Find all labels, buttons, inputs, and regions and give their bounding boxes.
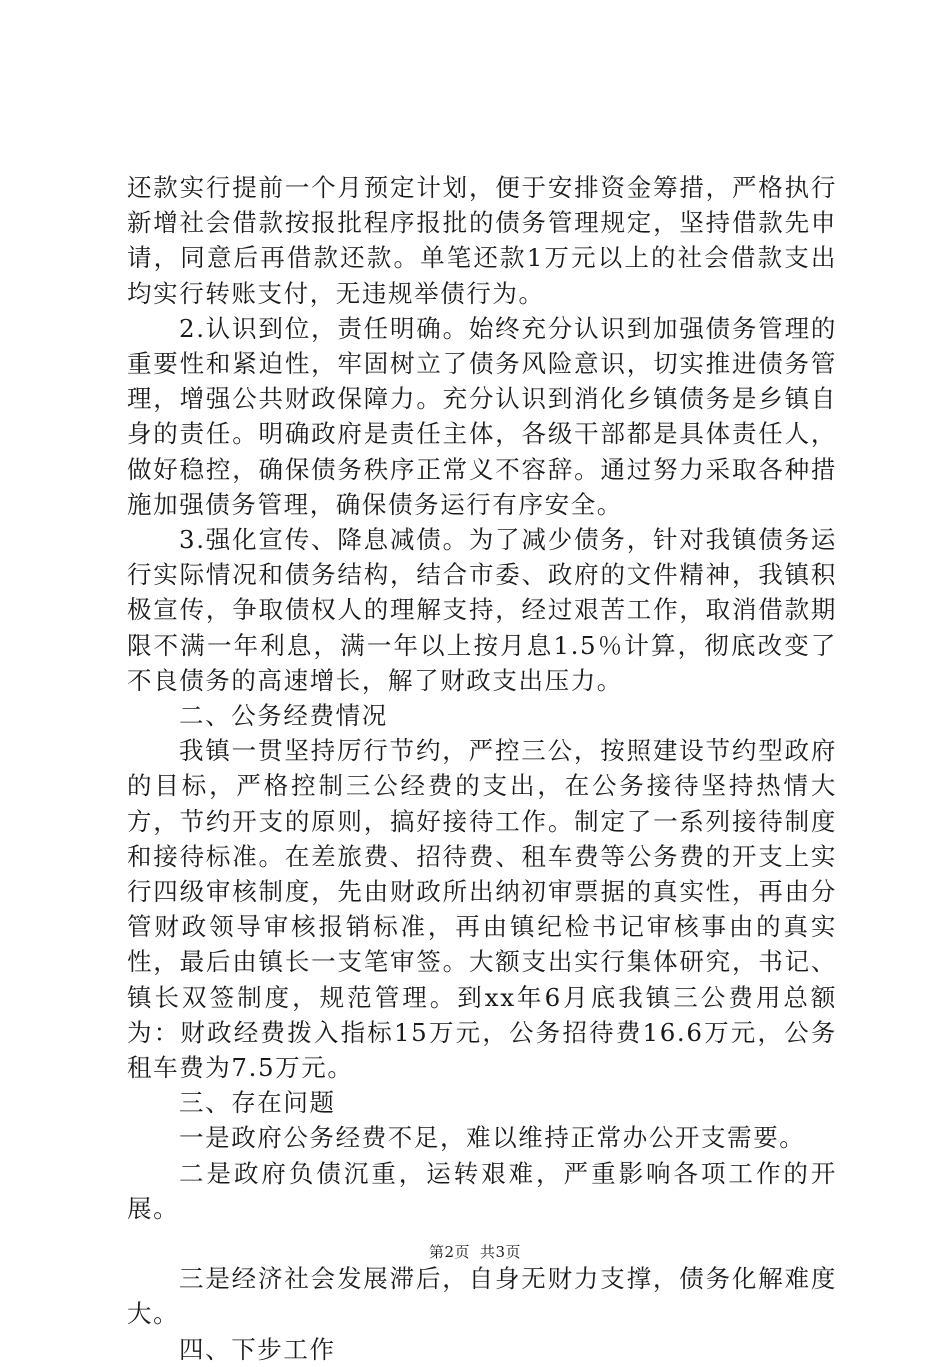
paragraph-debt-reduction: 3.强化宣传、降息减债。为了减少债务，针对我镇债务运行实际情况和债务结构，结合市委、政府的文件精神，我镇积极宣传，争取债权人的理解支持，经过艰苦工作，取消借款期限不满一年利息，满一年以上按月息1.5％计算，彻底改变了不良债务的高速增长，解了财政支出压力。 <box>127 525 837 695</box>
paragraph-public-funds: 我镇一贯坚持厉行节约，严控三公，按照建设节约型政府的目标，严格控制三公经费的支出，在公务接待坚持热情大方，节约开支的原则，搞好接待工作。制定了一系列接待制度和接待标准。在差旅费、招待费、租车费等公务费的开支上实行四级审核制度，先由财政所出纳初审票据的真实性，再由分管财政领导审核报销标准，再由镇纪检书记审核事由的真实性，最后由镇长一支笔审签。大额支出实行集体研究，书记、镇长双签制度，规范管理。到xx年6月底我镇三公费用总额为：财政经费拨入指标15万元，公务招待费16.6万元，公务租车费为7.5万元。 <box>127 736 837 1083</box>
page-total: 共3页 <box>480 1243 522 1261</box>
document-body <box>127 170 837 1367</box>
paragraph-problem-three: 三是经济社会发展滞后，自身无财力支撑，债务化解难度大。 <box>127 1264 837 1329</box>
page-number: 第2页 <box>428 1243 470 1261</box>
page-footer <box>0 1241 950 1262</box>
paragraph-problem-two: 二是政府负债沉重，运转艰难，严重影响各项工作的开展。 <box>127 1158 837 1223</box>
paragraph-responsibility: 2.认识到位，责任明确。始终充分认识到加强债务管理的重要性和紧迫性，牢固树立了债务风险意识，切实推进债务管理，增强公共财政保障力。充分认识到消化乡镇债务是乡镇自身的责任。明确政府是责任主体，各级干部都是具体责任人，做好稳控，确保债务秩序正常义不容辞。通过努力采取各种措施加强债务管理，确保债务运行有序安全。 <box>127 313 837 519</box>
paragraph-problem-one: 一是政府公务经费不足，难以维持正常办公开支需要。 <box>179 1123 806 1153</box>
paragraph-repayment-plan: 还款实行提前一个月预定计划，便于安排资金筹措，严格执行新增社会借款按报批程序报批的债务管理规定，坚持借款先申请，同意后再借款还款。单笔还款1万元以上的社会借款支出均实行转账支付，无违规举债行为。 <box>127 173 837 308</box>
section-heading-problems: 三、存在问题 <box>179 1088 336 1118</box>
section-heading-public-funds: 二、公务经费情况 <box>179 701 388 731</box>
section-heading-next-steps: 四、下步工作 <box>179 1334 336 1364</box>
